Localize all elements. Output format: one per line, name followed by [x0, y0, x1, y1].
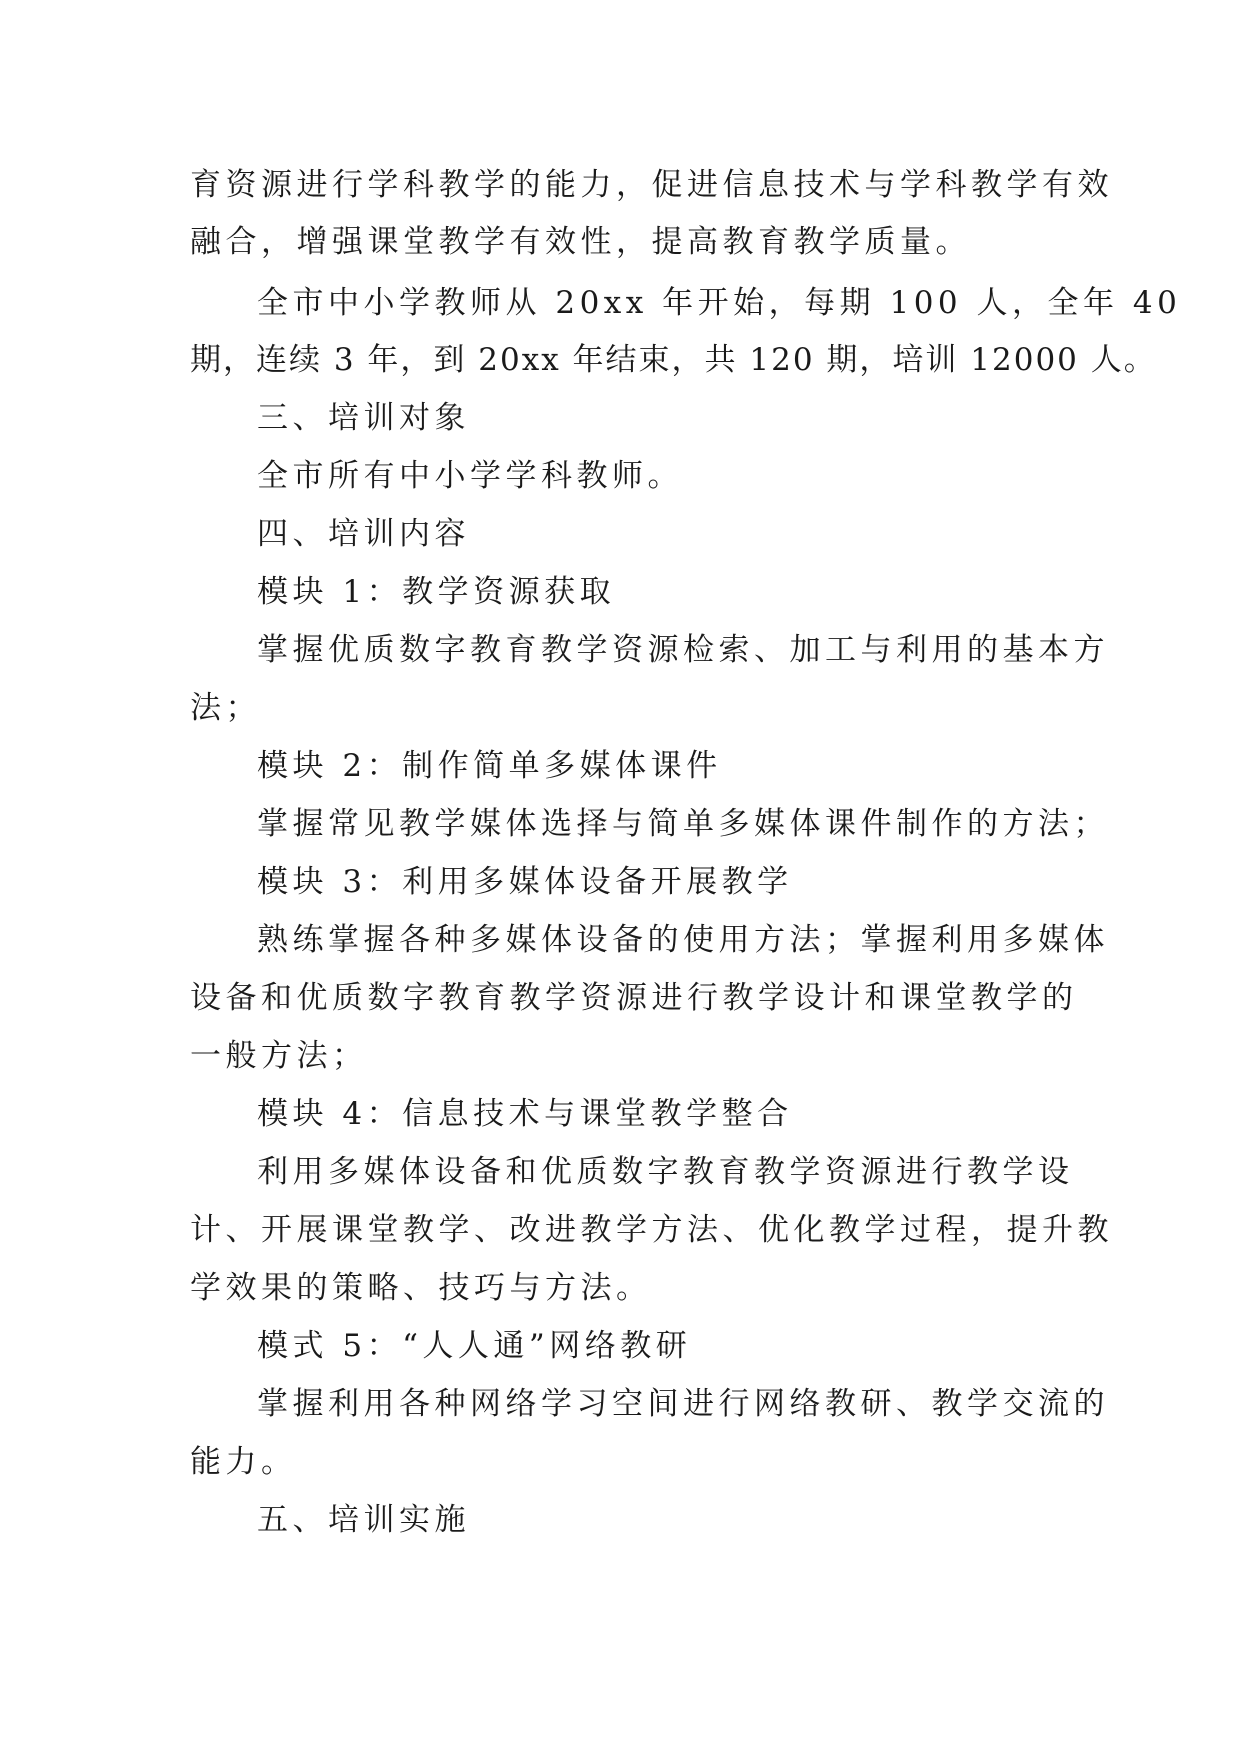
- paragraph-line: 掌握常见教学媒体选择与简单多媒体课件制作的方法；: [257, 806, 1109, 842]
- paragraph-line: 掌握利用各种网络学习空间进行网络教研、教学交流的: [257, 1386, 1109, 1422]
- paragraph-line: 期，连续 3 年，到 20xx 年结束，共 120 期，培训 12000 人。: [190, 342, 1157, 378]
- paragraph-line: 熟练掌握各种多媒体设备的使用方法；掌握利用多媒体: [257, 922, 1109, 958]
- paragraph-line: 全市中小学教师从 20xx 年开始，每期 100 人，全年 40: [257, 285, 1182, 321]
- paragraph-line: 学效果的策略、技巧与方法。: [190, 1270, 652, 1306]
- module-heading: 模块 3：利用多媒体设备开展教学: [257, 864, 793, 900]
- section-heading: 三、培训对象: [257, 400, 470, 436]
- section-heading: 五、培训实施: [257, 1502, 470, 1538]
- paragraph-line: 育资源进行学科教学的能力，促进信息技术与学科教学有效: [190, 167, 1113, 203]
- paragraph-line: 融合，增强课堂教学有效性，提高教育教学质量。: [190, 224, 971, 260]
- paragraph-line: 设备和优质数字教育教学资源进行教学设计和课堂教学的: [190, 980, 1078, 1016]
- module-heading: 模块 4：信息技术与课堂教学整合: [257, 1096, 793, 1132]
- paragraph-line: 全市所有中小学学科教师。: [257, 458, 683, 494]
- module-heading: 模式 5：“人人通”网络教研: [257, 1328, 692, 1364]
- section-heading: 四、培训内容: [257, 516, 470, 552]
- paragraph-line: 掌握优质数字教育教学资源检索、加工与利用的基本方: [257, 632, 1109, 668]
- module-heading: 模块 1：教学资源获取: [257, 574, 616, 610]
- paragraph-line: 利用多媒体设备和优质数字教育教学资源进行教学设: [257, 1154, 1074, 1190]
- paragraph-line: 能力。: [190, 1444, 297, 1480]
- module-heading: 模块 2：制作简单多媒体课件: [257, 748, 722, 784]
- paragraph-line: 法；: [190, 690, 261, 726]
- paragraph-line: 计、开展课堂教学、改进教学方法、优化教学过程，提升教: [190, 1212, 1113, 1248]
- paragraph-line: 一般方法；: [190, 1038, 368, 1074]
